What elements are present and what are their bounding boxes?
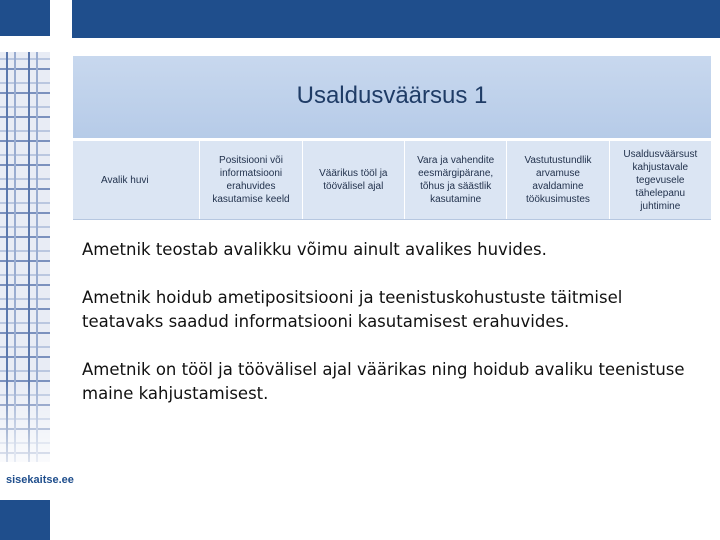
table-cell-tahelepanu-juhtimine: Usaldusväärsust kahjustavale tegevusele tähelepanu juhtimine <box>609 141 711 219</box>
footer-logo: sisekaitse.ee <box>6 474 74 486</box>
title-panel <box>73 56 711 138</box>
slide-title: Usaldusväärsus 1 <box>296 82 488 109</box>
table-cell-positsiooni-keeld: Positsiooni või informatsiooni erahuvides kasutamise keeld <box>199 141 301 219</box>
principles-table-row <box>73 140 711 220</box>
top-decoration-bar <box>0 0 720 42</box>
left-pattern-fade <box>0 380 50 470</box>
paragraph-2: Ametnik hoidub ametipositsiooni ja teenistuskohustuste täitmisel teatavaks saadud informatsiooni kasutamisest erahuvides. <box>82 288 623 331</box>
top-banner <box>72 0 720 38</box>
top-left-square <box>0 0 50 36</box>
paragraph-1: Ametnik teostab avalikku võimu ainult avalikes huvides. <box>82 240 547 259</box>
bottom-left-square <box>0 500 50 540</box>
table-cell-vaarikus: Väärikus tööl ja töövälisel ajal <box>302 141 404 219</box>
paragraph-3: Ametnik on tööl ja töövälisel ajal väärikas ning hoidub avaliku teenistuse maine kahjustamisest. <box>82 360 685 403</box>
body-text <box>82 238 702 430</box>
table-cell-vara-kasutamine: Vara ja vahendite eesmärgipärane, tõhus ja säästlik kasutamine <box>404 141 506 219</box>
table-cell-avalik-huvi: Avalik huvi <box>101 174 149 186</box>
table-cell-arvamuse-avaldamine: Vastutustundlik arvamuse avaldamine töökusimustes <box>506 141 608 219</box>
